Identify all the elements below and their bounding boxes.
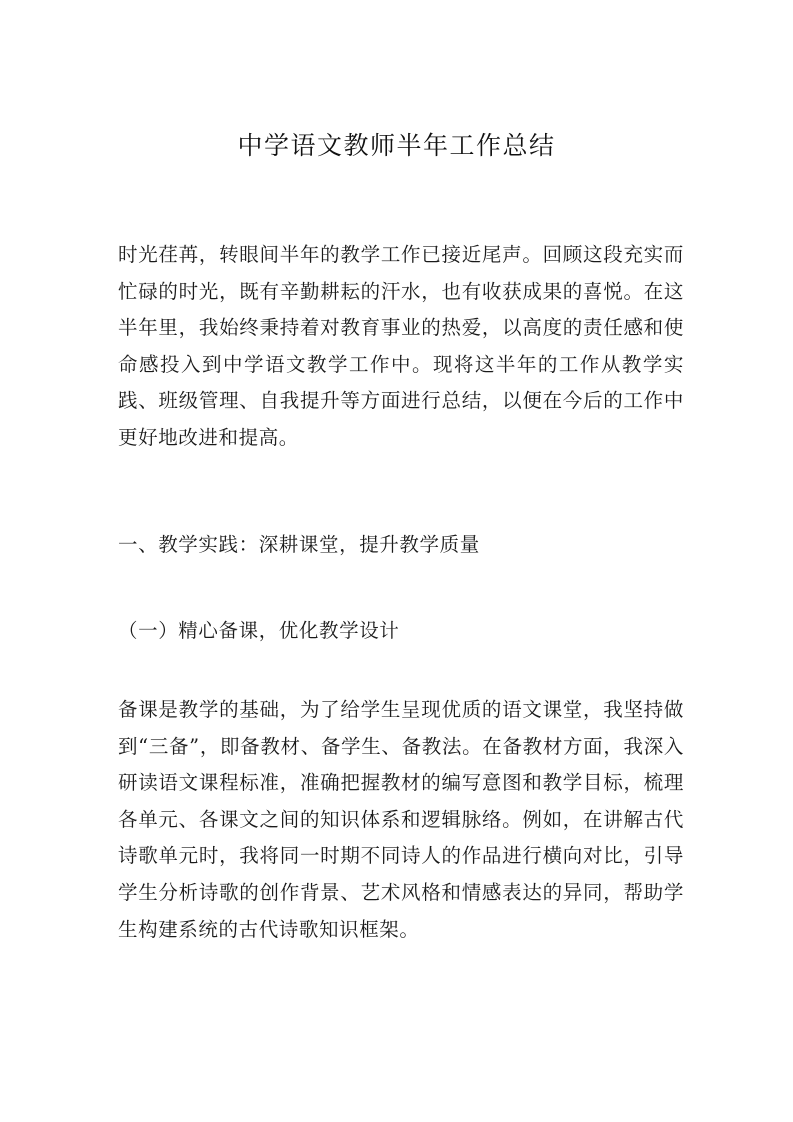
document-title: 中学语文教师半年工作总结 [237, 131, 556, 160]
section-heading-1: 一、教学实践：深耕课堂，提升教学质量 [118, 533, 480, 556]
subsection-body-paragraph: 备课是教学的基础，为了给学生呈现优质的语文课堂，我坚持做到“三备”，即备教材、备学生、备教法。在备教材方面，我深入研读语文课程标准，准确把握教材的编写意图和教学目标，梳理各单元、各课文之间的知识体系和逻辑脉络。例如，在讲解古代诗歌单元时，我将同一时期不同诗人的作品进行横向对比，引导学生分析诗歌的创作背景、艺术风格和情感表达的异同，帮助学生构建系统的古代诗歌知识框架。 [118, 698, 684, 941]
intro-paragraph: 时光荏苒，转眼间半年的教学工作已接近尾声。回顾这段充实而忙碌的时光，既有辛勤耕耘的汗水，也有收获成果的喜悦。在这半年里，我始终秉持着对教育事业的热爱，以高度的责任感和使命感投入到中学语文教学工作中。现将这半年的工作从教学实践、班级管理、自我提升等方面进行总结，以便在今后的工作中更好地改进和提高。 [118, 243, 684, 449]
subsection-heading-1: （一）精心备课，优化教学设计 [118, 619, 400, 642]
